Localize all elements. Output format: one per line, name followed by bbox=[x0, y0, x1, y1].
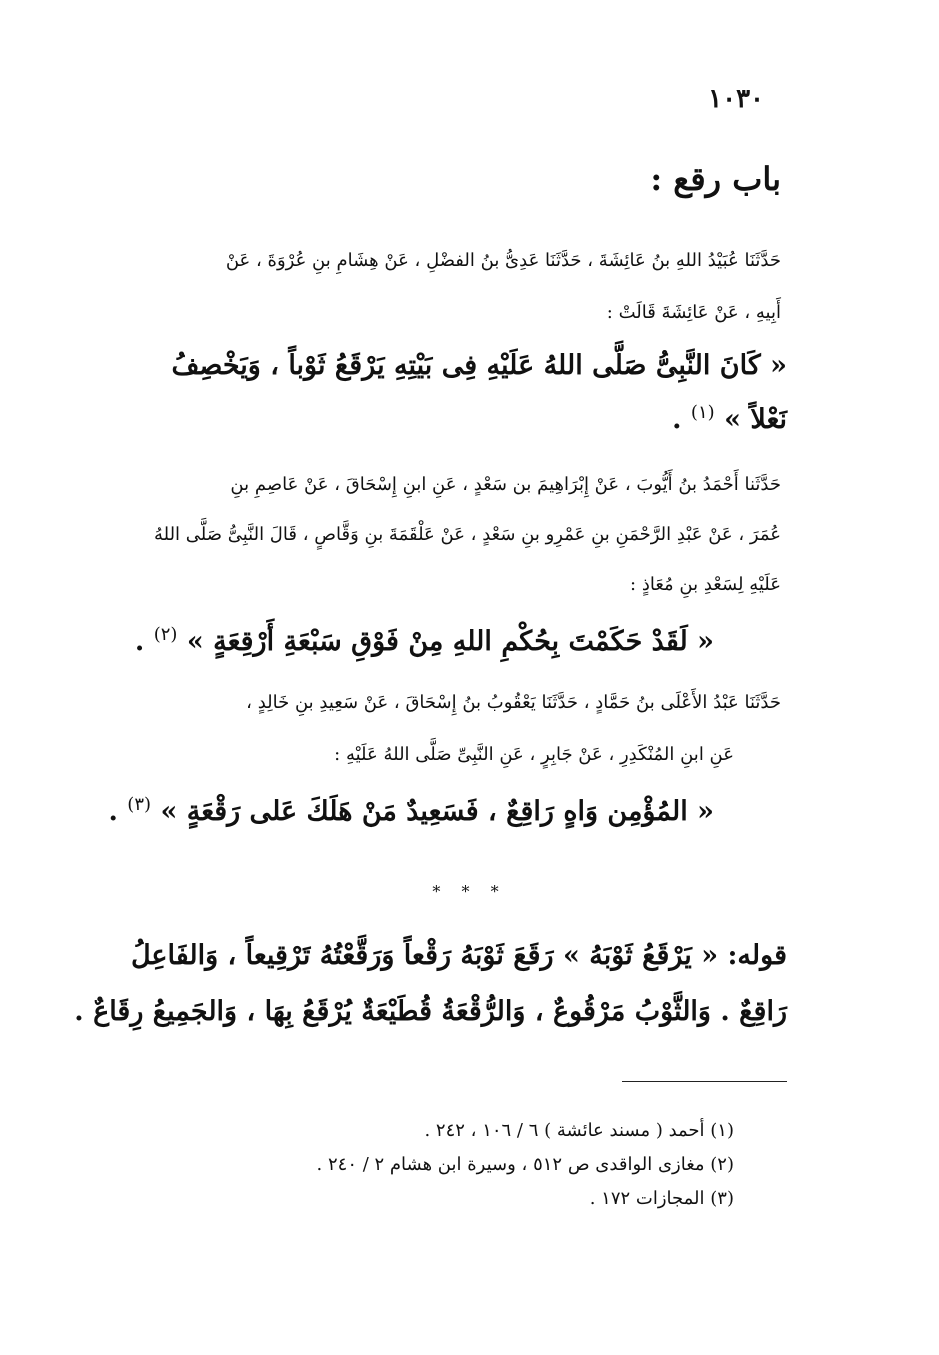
footnote-divider bbox=[622, 1081, 787, 1082]
hadith-2-chain-line-2: عُمَرَ ، عَنْ عَبْدِ الرَّحْمَنِ بنِ عَمْرِو بنِ سَعْدٍ ، عَنْ عَلْقَمَةَ بنِ وَقَّاصٍ ، قَالَ النَّبِىُّ صَلَّى اللهُ bbox=[153, 524, 781, 545]
hadith-1-text-line-2 bbox=[672, 402, 787, 435]
hadith-2-period: . bbox=[134, 626, 145, 657]
section-separator: * * * bbox=[432, 882, 507, 901]
footnote-marker-2: (٢) bbox=[153, 624, 178, 645]
footnote-2: (٢) مغازى الواقدى ص ٥١٢ ، وسيرة ابن هشام ٢ / ٢٤٠ . bbox=[316, 1154, 734, 1175]
hadith-2-text: « لَقَدْ حَكَمْتَ بِحُكْمِ اللهِ مِنْ فَوْقِ سَبْعَةِ أَرْقِعَةٍ » bbox=[186, 626, 714, 657]
page-number: ١٠٣٠ bbox=[708, 84, 764, 114]
commentary-line-2: رَاقِعٌ . وَالثَّوْبُ مَرْقُوعٌ ، وَالرُّقْعَةُ قُطَيْعَةٌ يُرْقَعُ بِهَا ، وَالجَمِيعُ رِقَاعٌ . bbox=[74, 996, 787, 1027]
hadith-1-period: . bbox=[672, 404, 682, 435]
hadith-2-chain-line-1: حَدَّثَنا أَحْمَدُ بنُ أَيُّوبَ ، عَنْ إِبْرَاهِيمَ بن سَعْدٍ ، عَنِ ابنِ إِسْحَاقَ ، عَنْ عَاصِمِ بنِ bbox=[230, 474, 781, 495]
hadith-3-text: « المُؤْمِن وَاهٍ رَاقِعٌ ، فَسَعِيدٌ مَنْ هَلَكَ عَلى رَقْعَةٍ » bbox=[160, 796, 714, 827]
hadith-3-text-line-1 bbox=[108, 794, 714, 827]
hadith-1-chain-line-1: حَدَّثَنَا عُبَيْدُ اللهِ بنُ عَائِشَةَ ، حَدَّثَنَا عَدِىُّ بنُ الفضْلِ ، عَنْ هِشَامِ بنِ عُرْوَةَ ، عَنْ bbox=[225, 250, 781, 271]
hadith-2-chain-line-3: عَلَيْهِ لِسَعْدِ بنِ مُعَاذٍ : bbox=[630, 574, 781, 595]
chapter-title: باب رقع : bbox=[650, 160, 781, 198]
hadith-2-text-line-1 bbox=[135, 624, 714, 657]
hadith-3-period: . bbox=[108, 796, 118, 827]
footnote-1: (١) أحمد ( مسند عائشة ) ٦ / ١٠٦ ، ٢٤٢ . bbox=[424, 1120, 734, 1141]
hadith-1-text-end: نَعْلاً » bbox=[724, 404, 787, 435]
footnote-marker-3: (٣) bbox=[127, 794, 152, 815]
commentary-line-1: قوله: « يَرْقَعُ ثَوْبَهُ » رَقَعَ ثَوْبَهُ رَقْعاً وَرَقَّعْتُهُ تَرْقِيعاً ، وَالفَاعِلُ bbox=[130, 940, 787, 971]
footnote-3: (٣) المجازات ١٧٢ . bbox=[589, 1188, 734, 1209]
hadith-3-chain-line-1: حَدَّثَنَا عَبْدُ الأَعْلَى بنُ حَمَّادٍ ، حَدَّثَنَا يَعْقُوبُ بنُ إِسْحَاقَ ، عَنْ سَعِيدِ بنِ خَالِدٍ ، bbox=[246, 692, 781, 713]
hadith-1-chain-line-2: أَبِيهِ ، عَنْ عَائِشَةَ قَالَتْ : bbox=[606, 302, 781, 323]
footnote-marker-1: (١) bbox=[690, 402, 715, 423]
hadith-3-chain-line-2: عَنِ ابنِ المُنْكَدِرِ ، عَنْ جَابِرٍ ، عَنِ النَّبِىِّ صَلَّى اللهُ عَلَيْهِ : bbox=[334, 744, 734, 765]
hadith-1-text-line-1: « كَانَ النَّبِىُّ صَلَّى اللهُ عَلَيْهِ فِى بَيْتِهِ يَرْقَعُ ثَوْباً ، وَيَخْصِفُ bbox=[171, 350, 787, 381]
